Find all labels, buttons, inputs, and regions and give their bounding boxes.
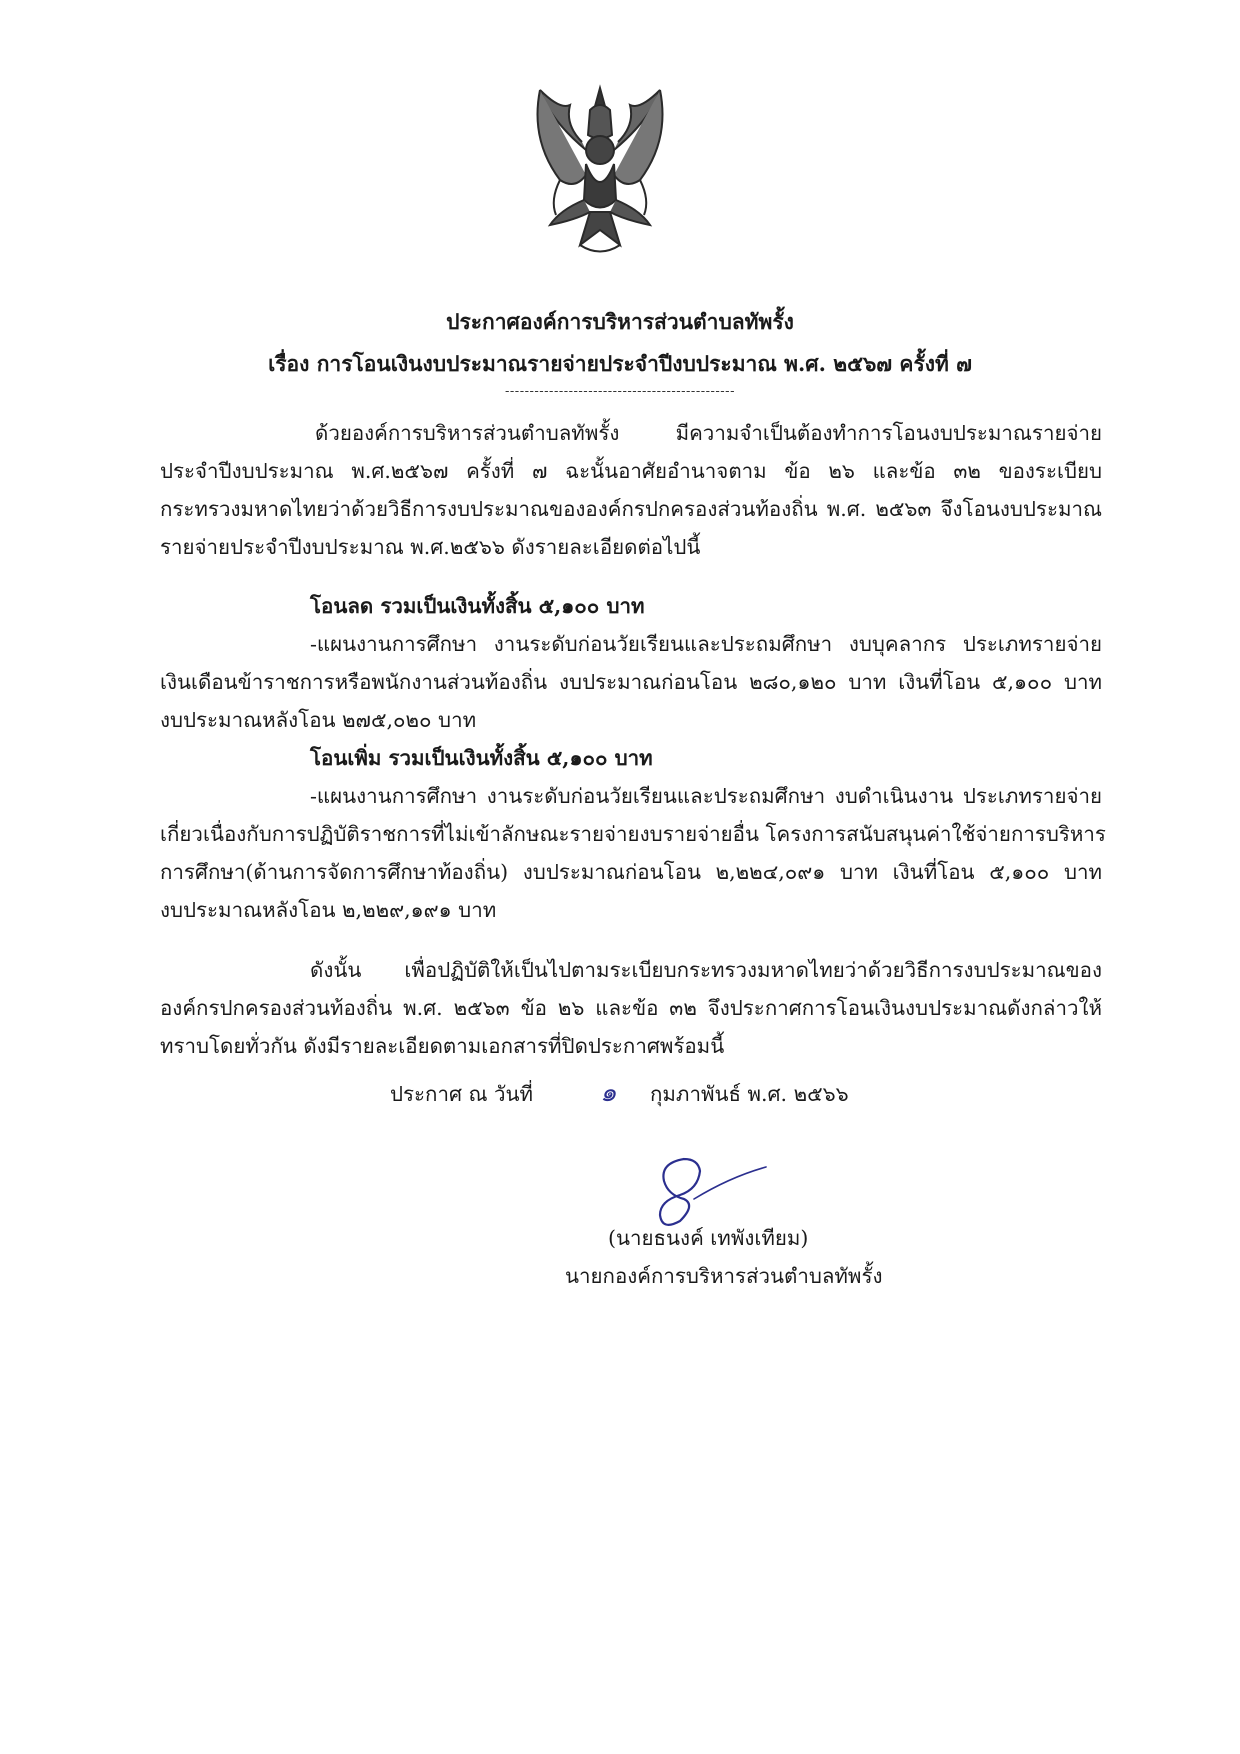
closing-line-1: ดังนั้น เพื่อปฏิบัติให้เป็นไปตามระเบียบกระทรวงมหาดไทยว่าด้วยวิธีการงบประมาณของ: [310, 958, 1102, 982]
decrease-heading: โอนลด รวมเป็นเงินทั้งสิ้น ๕,๑๐๐ บาท: [310, 594, 645, 618]
announce-date-prefix: ประกาศ ณ วันที่: [390, 1082, 534, 1106]
increase-heading: โอนเพิ่ม รวมเป็นเงินทั้งสิ้น ๕,๑๐๐ บาท: [310, 746, 653, 770]
closing-line-3: ทราบโดยทั่วกัน ดังมีรายละเอียดตามเอกสารที่ปิดประกาศพร้อมนี้: [160, 1034, 725, 1058]
announcement-title: ประกาศองค์การบริหารส่วนตำบลทัพรั้ง: [446, 309, 794, 334]
title-divider: -----------------------------------------------: [505, 384, 735, 399]
signatory-name: (นายธนงค์ เทพังเทียม): [608, 1226, 809, 1250]
decrease-line-3: งบประมาณหลังโอน ๒๗๕,๐๒๐ บาท: [160, 708, 477, 732]
garuda-emblem-icon: [520, 80, 680, 260]
signatory-position: นายกองค์การบริหารส่วนตำบลทัพรั้ง: [565, 1264, 883, 1288]
increase-line-4: งบประมาณหลังโอน ๒,๒๒๙,๑๙๑ บาท: [160, 898, 497, 922]
announce-month-year: กุมภาพันธ์ พ.ศ. ๒๕๖๖: [650, 1082, 849, 1106]
intro-line-3: กระทรวงมหาดไทยว่าด้วยวิธีการงบประมาณขององค์กรปกครองส่วนท้องถิ่น พ.ศ. ๒๕๖๓ จึงโอนงบประมาณ: [160, 497, 1102, 521]
decrease-line-1: -แผนงานการศึกษา งานระดับก่อนวัยเรียนและประถมศึกษา งบบุคลากร ประเภทรายจ่าย: [310, 632, 1102, 656]
increase-line-3: การศึกษา(ด้านการจัดการศึกษาท้องถิ่น) งบประมาณก่อนโอน ๒,๒๒๔,๐๙๑ บาท เงินที่โอน ๕,๑๐๐ บาท: [160, 860, 1102, 884]
increase-line-1: -แผนงานการศึกษา งานระดับก่อนวัยเรียนและประถมศึกษา งบดำเนินงาน ประเภทรายจ่าย: [310, 784, 1102, 808]
closing-line-2: องค์กรปกครองส่วนท้องถิ่น พ.ศ. ๒๕๖๓ ข้อ ๒๖ และข้อ ๓๒ จึงประกาศการโอนเงินงบประมาณดังกล่าวให้: [160, 996, 1102, 1020]
intro-line-1: ด้วยองค์การบริหารส่วนตำบลทัพรั้ง มีความจำเป็นต้องทำการโอนงบประมาณรายจ่าย: [315, 421, 1102, 445]
announcement-subject: เรื่อง การโอนเงินงบประมาณรายจ่ายประจำปีงบประมาณ พ.ศ. ๒๕๖๗ ครั้งที่ ๗: [268, 351, 972, 376]
intro-line-2: ประจำปีงบประมาณ พ.ศ.๒๕๖๗ ครั้งที่ ๗ ฉะนั้นอาศัยอำนาจตาม ข้อ ๒๖ และข้อ ๓๒ ของระเบียบ: [160, 459, 1102, 483]
intro-line-4: รายจ่ายประจำปีงบประมาณ พ.ศ.๒๕๖๖ ดังรายละเอียดต่อไปนี้: [160, 535, 701, 559]
decrease-line-2: เงินเดือนข้าราชการหรือพนักงานส่วนท้องถิ่น งบประมาณก่อนโอน ๒๘๐,๑๒๐ บาท เงินที่โอน ๕,๑๐๐ บาท: [160, 670, 1102, 694]
announce-day-handwritten: ๑: [600, 1078, 617, 1108]
increase-line-2: เกี่ยวเนื่องกับการปฏิบัติราชการที่ไม่เข้าลักษณะรายจ่ายงบรายจ่ายอื่น โครงการสนับสนุนค่าใช้จ่ายการบริหาร: [160, 822, 1106, 846]
